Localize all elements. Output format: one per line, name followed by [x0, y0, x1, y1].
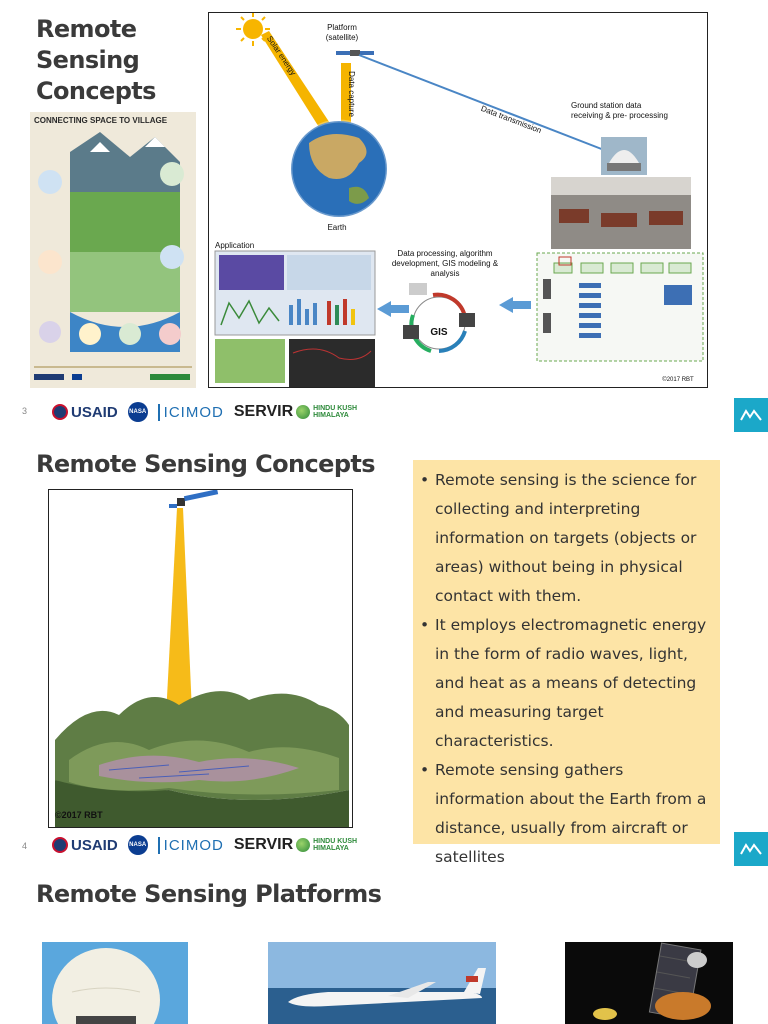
partner-logos	[52, 402, 357, 422]
poster-title: CONNECTING SPACE TO VILLAGE	[34, 116, 168, 125]
icimod-logo: ICIMOD	[158, 404, 224, 421]
gis-label: GIS	[430, 327, 448, 338]
satellite-icon	[336, 50, 374, 56]
processing-flowchart	[537, 253, 703, 361]
ground-station-dome	[601, 137, 647, 175]
platform-label: Platform (satellite)	[325, 23, 359, 42]
satellite-icon	[169, 490, 218, 508]
arrow-left-icon	[377, 301, 409, 317]
definition-bullets	[435, 466, 714, 872]
application-label: Application	[215, 241, 255, 250]
definition-bullet-box	[413, 460, 720, 866]
control-room-photo	[551, 177, 691, 249]
earth-label: Earth	[327, 223, 347, 232]
slide-title: Remote Sensing Concepts	[36, 15, 156, 105]
bullet-item: • It employs electromagnetic energy in the form of radio waves, light, and heat as a means of detecting and measuring target characteristics.	[435, 611, 714, 756]
icimod-logo: ICIMOD	[158, 837, 224, 854]
data-transmission-label: Data transmission	[479, 103, 543, 136]
infographic-poster	[30, 112, 196, 388]
usaid-logo: USAID	[52, 404, 118, 421]
partner-logos	[52, 835, 357, 855]
nasa-logo: NASA	[128, 402, 148, 422]
arrow-left-icon	[499, 297, 531, 313]
brand-mountain-icon	[734, 398, 768, 432]
terrain-copyright: ©2017 RBT	[55, 810, 103, 820]
slide-title: Remote Sensing Concepts	[36, 450, 375, 478]
bullet-item: • Remote sensing is the science for collecting and interpreting information on targets (objects or areas) without being in physical contact with them.	[435, 466, 714, 611]
servir-logo: SERVIR HINDU KUSH HIMALAYA	[233, 403, 358, 420]
ground-radar-dome-photo	[42, 942, 188, 1024]
satellite-platform-photo	[565, 942, 733, 1024]
bullet-item: • Remote sensing gathers information about the Earth from a distance, usually from aircraft or satellites	[435, 756, 714, 872]
data-capture-label: Data capture	[347, 71, 356, 117]
terrain-artwork	[49, 490, 353, 828]
earth-globe	[291, 121, 387, 217]
poster-illustration	[30, 112, 196, 388]
application-screenshots	[215, 251, 375, 387]
brand-mountain-icon	[734, 832, 768, 866]
satellite-terrain-illustration	[48, 489, 353, 828]
servir-logo: SERVIR HINDU KUSH HIMALAYA	[233, 836, 358, 853]
gis-cycle	[403, 283, 475, 351]
ground-station-label: Ground station data receiving & pre- processing	[571, 101, 668, 120]
page-number: 4	[22, 841, 28, 851]
slide-remote-sensing-definition	[0, 440, 768, 870]
data-processing-label: Data processing, algorithm development, GIS modeling & analysis	[391, 249, 499, 278]
solar-energy-label: Solar energy	[264, 34, 298, 78]
slide-remote-sensing-concepts-diagram	[0, 0, 768, 430]
remote-sensing-process-diagram	[208, 12, 708, 388]
slide-title: Remote Sensing Platforms	[36, 880, 382, 908]
page-number: 3	[22, 406, 28, 416]
slide-remote-sensing-platforms	[0, 872, 768, 1024]
aircraft-platform-photo	[268, 942, 496, 1024]
diagram-copyright: ©2017 RBT	[662, 377, 694, 383]
nasa-logo: NASA	[128, 835, 148, 855]
usaid-logo: USAID	[52, 837, 118, 854]
